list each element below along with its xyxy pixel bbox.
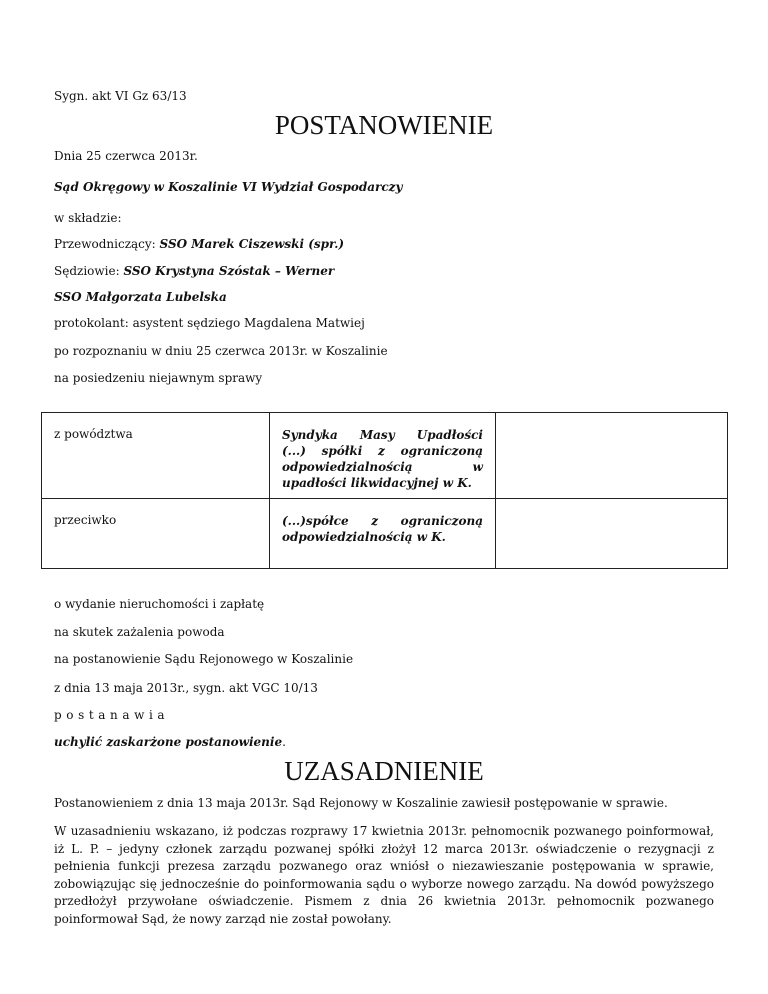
appeal-info: na skutek zażalenia powoda — [54, 625, 225, 639]
case-subject: o wydanie nieruchomości i zapłatę — [54, 597, 265, 611]
composition-intro: w składzie: — [54, 211, 122, 225]
plaintiff-row — [42, 413, 728, 499]
session-info: na posiedzeniu niejawnym sprawy — [54, 371, 263, 385]
case-number: Sygn. akt VI Gz 63/13 — [54, 89, 187, 103]
plaintiff-line: odpowiedzialnością w — [282, 460, 483, 474]
decides-word: postanawia — [54, 708, 170, 722]
decision-text: uchylić zaskarżone postanowienie — [54, 735, 283, 749]
judges-label: Sędziowie: — [54, 264, 120, 278]
plaintiff-line: Syndyka Masy Upadłości — [282, 428, 483, 442]
judge-1-name: SSO Krystyna Szóstak – Werner — [123, 264, 335, 278]
hearing-info: po rozpoznaniu w dniu 25 czerwca 2013r. w Koszalinie — [54, 344, 388, 358]
defendant-label: przeciwko — [54, 513, 117, 527]
plaintiff-line: (...) spółki z ograniczoną — [282, 444, 483, 458]
parties-table — [41, 412, 728, 569]
plaintiff-label-cell — [42, 413, 270, 499]
judges — [54, 264, 334, 278]
lower-court-date: z dnia 13 maja 2013r., sygn. akt VGC 10/13 — [54, 681, 318, 695]
empty-cell — [496, 413, 728, 499]
defendant-label-cell — [42, 499, 270, 569]
justification-paragraph-2: W uzasadnieniu wskazano, iż podczas rozprawy 17 kwietnia 2013r. pełnomocnik pozwanego poinformował, iż L. P. – jedyny członek zarządu pozwanej spółki złożył 12 marca 2013r. oświadczenie o rezygnacji z pełnienia funkcji prezesa zarządu pozwanego oraz wniósł o niezawieszanie postępowania w sprawie, zobowiązując się jednocześnie do poinformowania sądu o wyborze nowego zarządu. Na dowód powyższego przedłożył przywołane oświadczenie. Pismem z dnia 26 kwietnia 2013r. pełnomocnik pozwanego poinformował Sąd, że nowy zarząd nie został powołany. — [54, 824, 714, 926]
plaintiff-label: z powództwa — [54, 427, 133, 441]
defendant-name-cell — [270, 499, 496, 569]
presiding-judge — [54, 237, 344, 251]
presiding-label: Przewodniczący: — [54, 237, 156, 251]
decision — [54, 735, 286, 749]
clerk: protokolant: asystent sędziego Magdalena Matwiej — [54, 316, 365, 330]
plaintiff-line: upadłości likwidacyjnej w K. — [282, 476, 472, 490]
justification-title: UZASADNIENIE — [284, 756, 484, 786]
defendant-row — [42, 499, 728, 569]
empty-cell — [496, 499, 728, 569]
defendant-line: odpowiedzialnością w K. — [282, 530, 446, 544]
presiding-name: SSO Marek Ciszewski (spr.) — [159, 237, 345, 251]
judge-2-name: SSO Małgorzata Lubelska — [54, 290, 227, 304]
lower-court-ruling: na postanowienie Sądu Rejonowego w Koszalinie — [54, 652, 354, 666]
defendant-line: (...)spółce z ograniczoną — [282, 514, 483, 528]
plaintiff-name-cell — [270, 413, 496, 499]
decision-end: . — [282, 735, 286, 749]
justification-paragraph-1: Postanowieniem z dnia 13 maja 2013r. Sąd Rejonowy w Koszalinie zawiesił postępowanie w sprawie. — [54, 796, 668, 810]
document-title: POSTANOWIENIE — [274, 110, 494, 140]
court-name: Sąd Okręgowy w Koszalinie VI Wydział Gospodarczy — [54, 180, 403, 194]
document-date: Dnia 25 czerwca 2013r. — [54, 149, 198, 163]
